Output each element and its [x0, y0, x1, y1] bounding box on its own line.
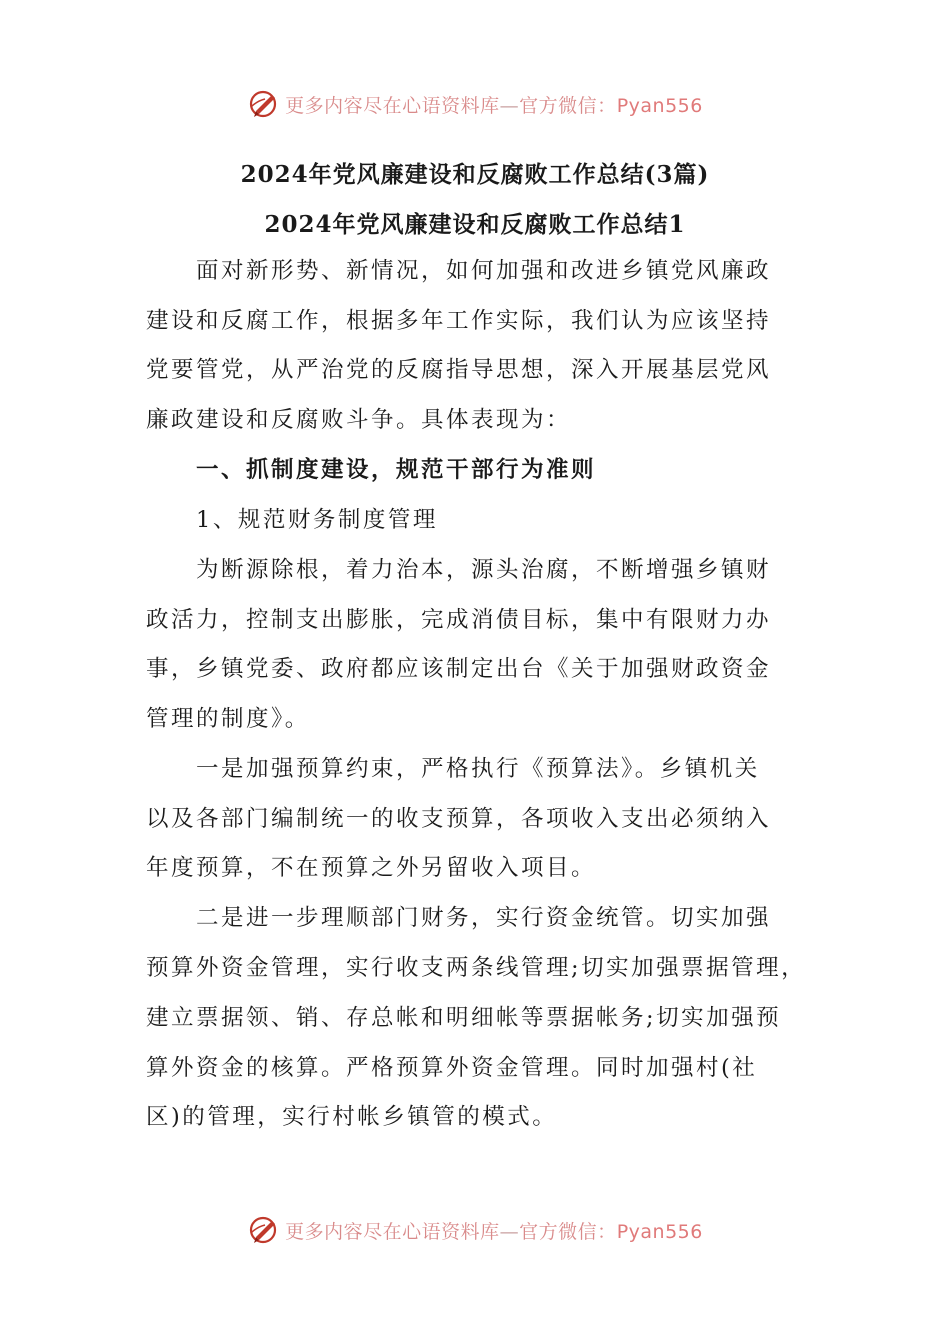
- pen-logo-icon: [247, 1213, 281, 1247]
- body-line: 一是加强预算约束，严格执行《预算法》。乡镇机关: [196, 756, 760, 782]
- subsection-heading: 1、规范财务制度管理: [196, 507, 438, 533]
- body-line: 廉政建设和反腐败斗争。具体表现为：: [146, 407, 572, 433]
- body-line: 管理的制度》。: [146, 706, 310, 732]
- footer-banner: [0, 1208, 950, 1252]
- body-line: 预算外资金管理，实行收支两条线管理;切实加强票据管理，: [146, 955, 807, 981]
- body-line: 以及各部门编制统一的收支预算，各项收入支出必须纳入: [146, 806, 772, 832]
- body-line: 二是进一步理顺部门财务，实行资金统管。切实加强: [196, 905, 772, 931]
- document-title: 2024年党风廉建设和反腐败工作总结(3篇): [240, 161, 710, 188]
- header-banner: [0, 82, 950, 126]
- section-heading: 一、抓制度建设，规范干部行为准则: [196, 457, 597, 483]
- body-line: 事，乡镇党委、政府都应该制定出台《关于加强财政资金: [146, 656, 772, 682]
- body-line: 年度预算，不在预算之外另留收入项目。: [146, 855, 597, 881]
- body-line: 面对新形势、新情况，如何加强和改进乡镇党风廉政: [196, 258, 772, 284]
- body-line: 建立票据领、销、存总帐和明细帐等票据帐务;切实加强预: [146, 1005, 782, 1031]
- body-line: 建设和反腐工作，根据多年工作实际，我们认为应该坚持: [146, 308, 772, 334]
- pen-logo-icon: [247, 87, 281, 121]
- body-line: 算外资金的核算。严格预算外资金管理。同时加强村(社: [146, 1055, 758, 1081]
- body-line: 党要管党，从严治党的反腐指导思想，深入开展基层党风: [146, 357, 772, 383]
- body-line: 政活力，控制支出膨胀，完成消债目标，集中有限财力办: [146, 607, 772, 633]
- body-line: 区)的管理，实行村帐乡镇管的模式。: [146, 1104, 558, 1130]
- document-subtitle: 2024年党风廉建设和反腐败工作总结1: [264, 211, 686, 238]
- body-line: 为断源除根，着力治本，源头治腐，不断增强乡镇财: [196, 557, 772, 583]
- banner-text: 更多内容尽在心语资料库—官方微信：Pyan556: [285, 1220, 703, 1243]
- banner-text: 更多内容尽在心语资料库—官方微信：Pyan556: [285, 94, 703, 117]
